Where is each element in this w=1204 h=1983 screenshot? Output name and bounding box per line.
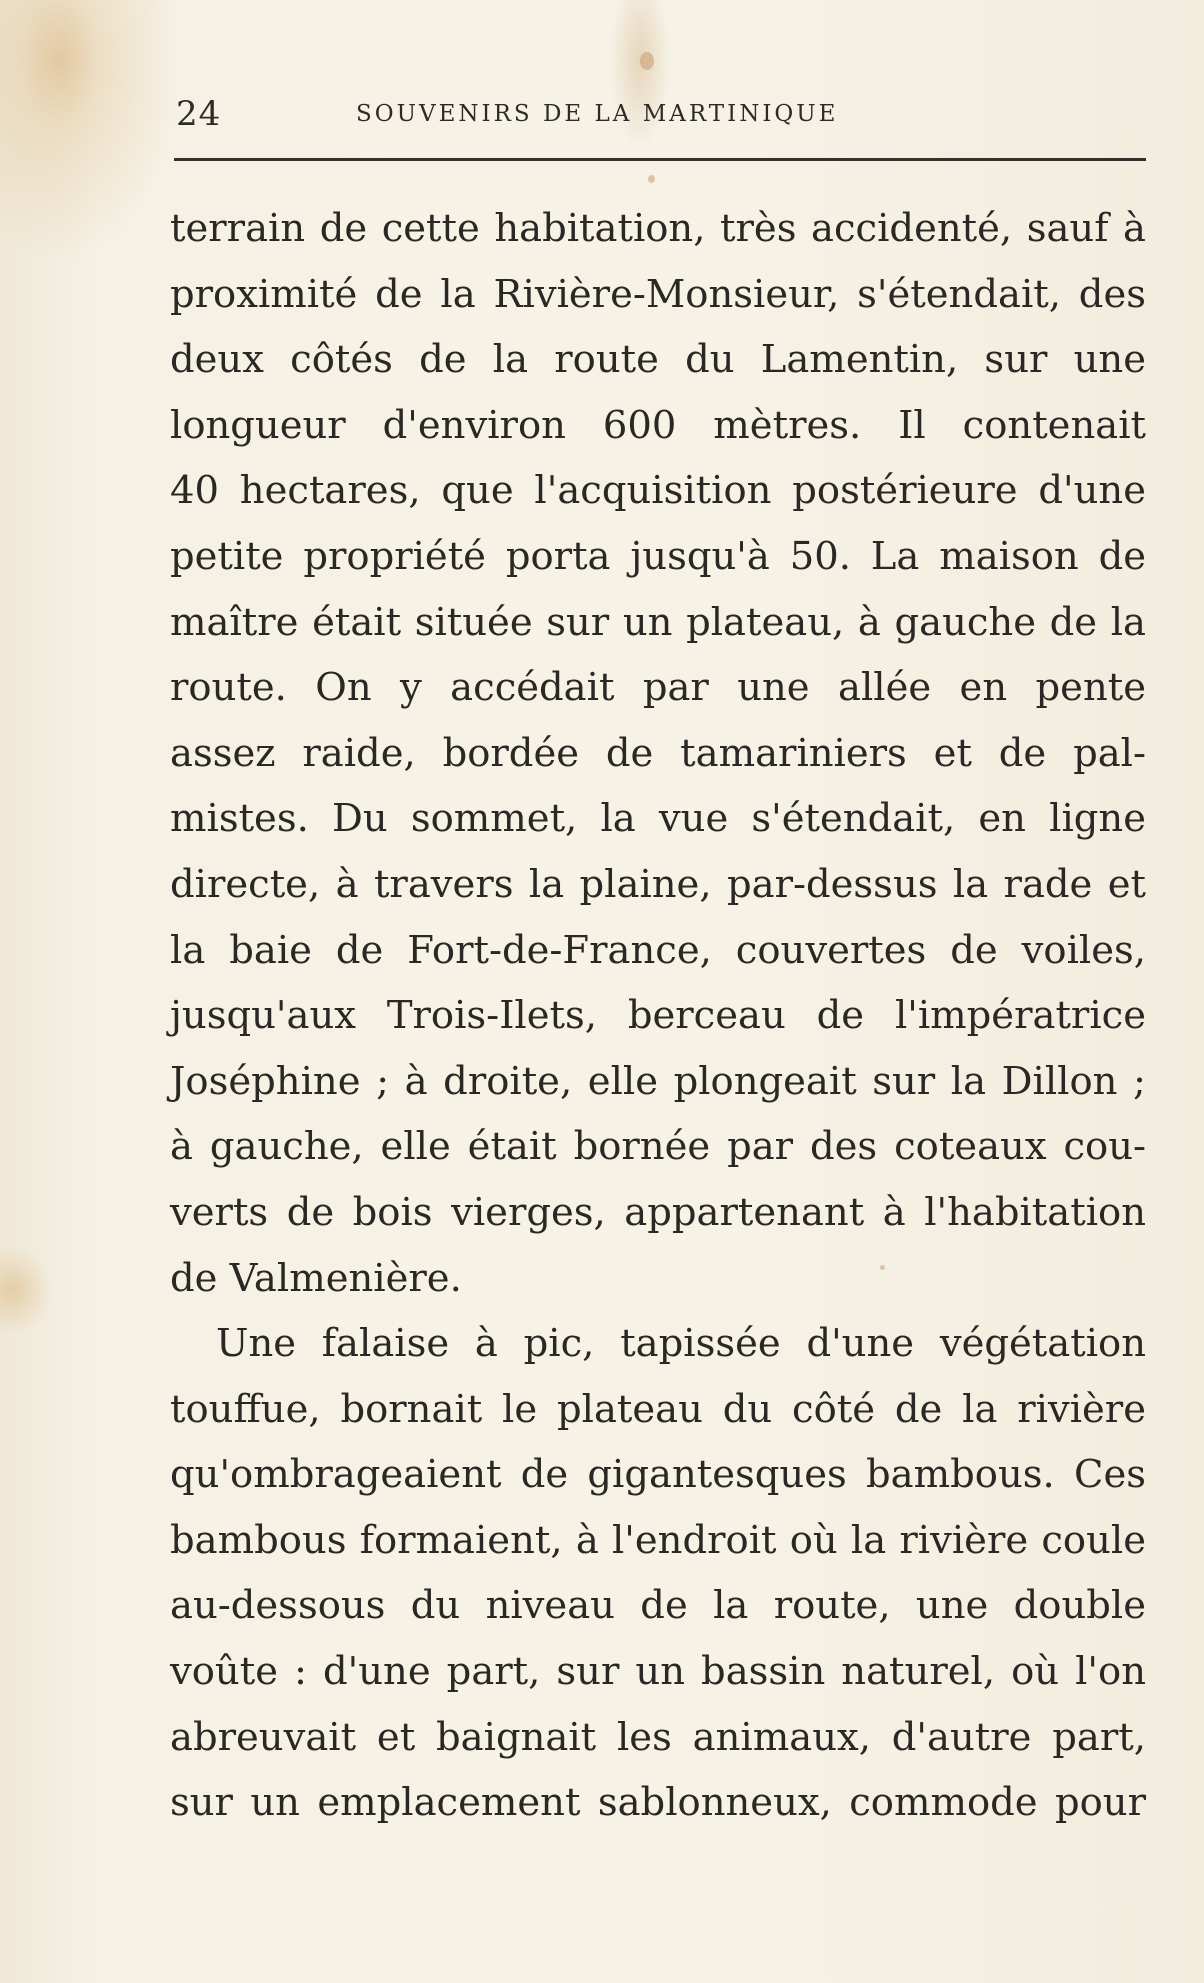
text-line: à gauche, elle était bornée par des coteaux cou-	[170, 1124, 1146, 1170]
text-line: voûte : d'une part, sur un bassin naturel, où l'on	[170, 1649, 1146, 1695]
text-line: terrain de cette habitation, très accidenté, sauf à	[170, 206, 1146, 251]
text-line: de Valmenière.	[170, 1255, 462, 1301]
text-line: qu'ombrageaient de gigantesques bambous. Ces	[170, 1452, 1146, 1498]
header-rule	[174, 158, 1146, 161]
text-line: au-dessous du niveau de la route, une double	[170, 1583, 1146, 1629]
text-line: longueur d'environ 600 mètres. Il contenait	[170, 402, 1146, 448]
text-line: petite propriété porta jusqu'à 50. La maison de	[170, 533, 1146, 579]
foxing-spot	[640, 52, 654, 70]
text-line: verts de bois vierges, appartenant à l'habitation	[170, 1189, 1146, 1235]
text-line: maître était située sur un plateau, à gauche de la	[170, 599, 1146, 645]
text-line: proximité de la Rivière-Monsieur, s'étendait, des	[170, 271, 1146, 317]
body-text	[170, 196, 1146, 1836]
text-line: Une falaise à pic, tapissée d'une végétation	[216, 1321, 1146, 1367]
text-line: abreuvait et baignait les animaux, d'autre part,	[170, 1714, 1146, 1760]
page-number: 24	[176, 94, 222, 134]
text-line: touffue, bornait le plateau du côté de la rivière	[170, 1386, 1146, 1432]
text-line: jusqu'aux Trois-Ilets, berceau de l'impératrice	[170, 993, 1146, 1039]
text-line: deux côtés de la route du Lamentin, sur une	[170, 337, 1146, 383]
text-line: route. On y accédait par une allée en pente	[170, 665, 1146, 711]
running-head: SOUVENIRS DE LA MARTINIQUE	[356, 101, 839, 127]
text-line: mistes. Du sommet, la vue s'étendait, en ligne	[170, 796, 1146, 842]
text-line: directe, à travers la plaine, par-dessus la rade et	[170, 861, 1146, 907]
foxing-spot	[648, 175, 655, 183]
text-line: la baie de Fort-de-France, couvertes de voiles,	[170, 927, 1146, 973]
text-line: Joséphine ; à droite, elle plongeait sur la Dillon ;	[170, 1058, 1146, 1104]
text-line: bambous formaient, à l'endroit où la rivière coule	[170, 1517, 1146, 1563]
text-line: sur un emplacement sablonneux, commode pour	[170, 1780, 1146, 1826]
text-line: 40 hectares, que l'acquisition postérieure d'une	[170, 468, 1146, 514]
page-header	[176, 94, 1146, 134]
text-line: assez raide, bordée de tamariniers et de pal-	[170, 730, 1146, 776]
